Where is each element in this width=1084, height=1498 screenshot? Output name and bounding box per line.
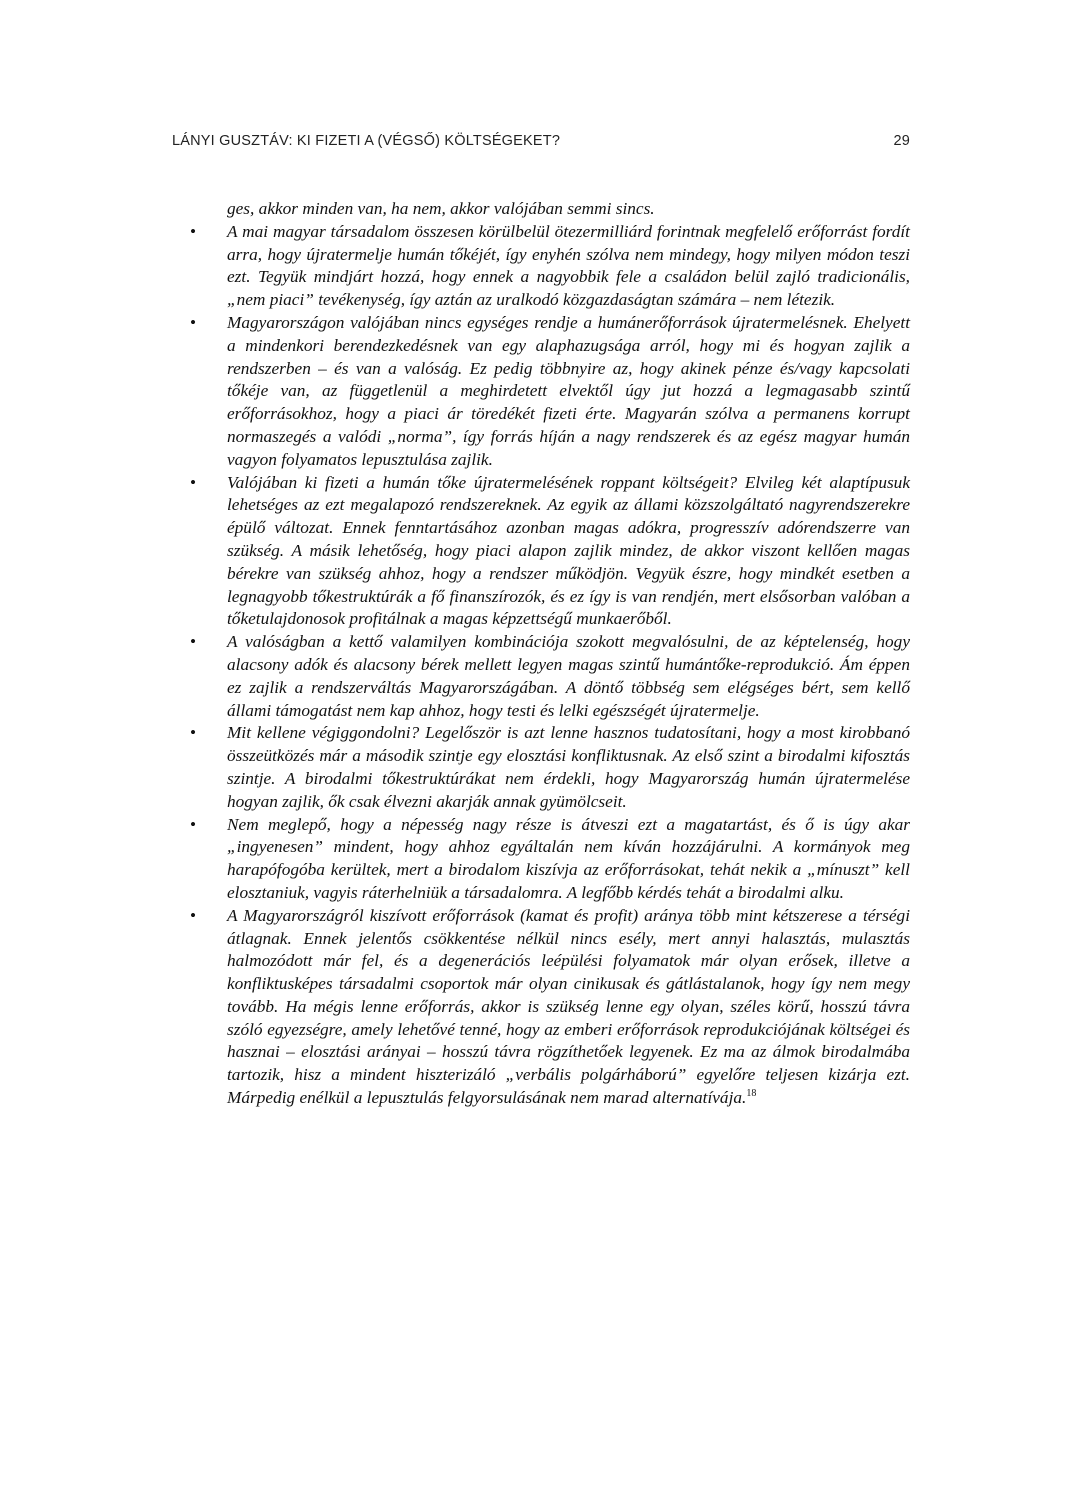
list-item <box>190 221 910 312</box>
bullet-icon: • <box>190 472 197 492</box>
list-item-text: A mai magyar társadalom összesen körülbelül ötezermilliárd forintnak megfelelő erőforrást fordít arra, hogy újratermelje humán tőkéjét, így enyhén szólva nem mindegy, hogy milyen módon teszi ezt. Tegyük mindjárt hozzá, hogy ennek a nagyobbik fele a családon belül zajló tradicionális, „nem piaci” tevékenység, így aztán az uralkodó közgazdaságtan számára – nem létezik. <box>227 221 910 310</box>
list-item <box>190 631 910 722</box>
list-item <box>190 472 910 632</box>
continued-paragraph: ges, akkor minden van, ha nem, akkor valójában semmi sincs. <box>227 199 655 218</box>
bullet-icon: • <box>190 814 197 834</box>
footnote-marker[interactable]: 18 <box>746 1088 757 1100</box>
bullet-icon: • <box>190 312 197 332</box>
bullet-icon: • <box>190 221 197 241</box>
bullet-icon: • <box>190 723 197 743</box>
list-item <box>190 722 910 813</box>
list-item <box>190 905 910 1110</box>
list-item-text: Mit kellene végiggondolni? Legelőször is azt lenne hasznos tudatosítani, hogy a most kirobbanó összeütközés már a második szintje egy elosztási konfliktusnak. Az első szint a birodalmi kifosztás szintje. A birodalmi tőkestruktúrákat nem érdekli, hogy Magyarország humán újratermelése hogyan zajlik, ők csak élvezni akarják annak gyümölcseit. <box>227 723 910 811</box>
running-title: LÁNYI GUSZTÁV: KI FIZETI A (VÉGSŐ) KÖLTSÉGEKET? <box>172 133 561 149</box>
body-text <box>190 198 910 1110</box>
bullet-icon: • <box>190 905 197 925</box>
list-item-text: A valóságban a kettő valamilyen kombinációja szokott megvalósulni, de az képtelenség, hogy alacsony adók és alacsony bérek mellett legyen magas szintű humántőke-reprodukció. Ám éppen ez zajlik a rendszerváltás Magyarországában. A döntő többség sem elégséges bért, sem kellő állami támogatást nem kap ahhoz, hogy testi és lelki egészségét újratermelje. <box>227 632 910 720</box>
bullet-icon: • <box>190 632 197 652</box>
list-item-text: A Magyarországról kiszívott erőforrások (kamat és profit) aránya több mint kétszerese a térségi átlagnak. Ennek jelentős csökkentése nélkül nincs esély, mert annyi halasztás, mulasztás halmozódott már fel, és a degenerációs leépülési folyamatok már olyan erősek, illetve a konfliktusképes társadalmi csoportok már olyan cinikusak és gátlástalanok, hogy így nem megy tovább. Ha mégis lenne erőforrás, akkor is szükség lenne egy olyan, széles körű, hosszú távra szóló egyezségre, amely lehetővé tenné, hogy az emberi erőforrások reprodukciójának költségei és hasznai – elosztási arányai – hosszú távra rögzíthetőek legyenek. Ez ma az álmok birodalmába tartozik, hisz a mindent hiszterizáló „verbális polgárháború” egyelőre teljesen kizárja ezt. Márpedig enélkül a lepusztulás felgyorsulásának nem marad alternatívája. <box>227 905 910 1108</box>
list-item-text: Magyarországon valójában nincs egységes rendje a humánerőforrások újratermelésnek. Ehelyett a mindenkori berendezkedésnek van egy alaphazugsága arról, hogy mi és hogyan zajlik a rendszerben – és van a valóság. Ez pedig többnyire az, hogy akinek pénze és/vagy kapcsolati tőkéje van, az függetlenül a meghirdetett elvektől úgy jut hozzá a legmagasabb szintű erőforrásokhoz, hogy a piaci ár töredékét fizeti érte. Magyarán szólva a permanens korrupt normaszegés a valódi „norma”, így forrás híján a nagy rendszerek és az egész magyar humán vagyon folyamatos lepusztulása zajlik. <box>227 312 910 469</box>
page-number: 29 <box>893 133 910 149</box>
list-item-text: Nem meglepő, hogy a népesség nagy része is átveszi ezt a magatartást, és ő is úgy akar „ingyenesen” mindent, hogy ahhoz egyáltalán nem kíván hozzájárulni. A kormányok meg harapófogóba kerültek, mert a birodalom kiszívja az erőforrásokat, tehát nekik a „mínuszt” kell elosztaniuk, vagyis ráterhelniük a társadalomra. A legfőbb kérdés tehát a birodalmi alku. <box>227 814 910 902</box>
list-item <box>190 814 910 905</box>
list-item-text: Valójában ki fizeti a humán tőke újratermelésének roppant költségeit? Elvileg két alaptípusuk lehetséges az ezt megalapozó rendszereknek. Az egyik az állami közszolgáltató nagyrendszerekre épülő változat. Ennek fenntartásához azonban magas adókra, progresszív adórendszerre van szükség. A másik lehetőség, hogy piaci alapon zajlik mindez, de akkor viszont kellően magas bérekre van szükség ahhoz, hogy a rendszer működjön. Vegyük észre, hogy mindkét esetben a legnagyobb tőkestruktúrák a fő finanszírozók, és ez így is van rendjén, mert elsősorban valóban a tőketulajdonosok profitálnak a magas képzettségű munkaerőből. <box>227 472 910 629</box>
list-item <box>190 312 910 472</box>
